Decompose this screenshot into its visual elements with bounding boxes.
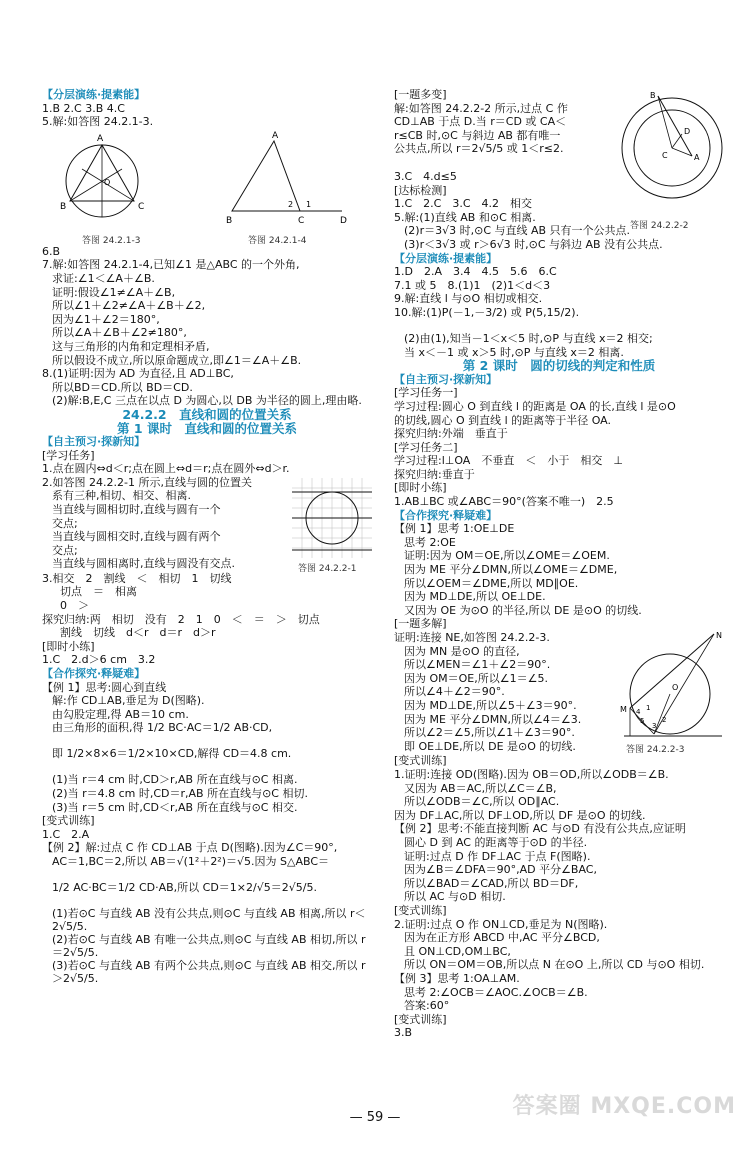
text-line: 3.B <box>394 1026 413 1040</box>
text-line: 10.解:(1)P(－1,－3/2) 或 P(5,15/2). <box>394 305 580 319</box>
text-line: 所以∠4＋∠2＝90°. <box>404 685 505 699</box>
text-line: (1)若⊙C 与直线 AB 没有公共点,则⊙C 与直线 AB 相离,所以 r＜2√5/5. <box>52 906 366 933</box>
text-line: 所以BD＝CD.所以 BD＝CD. <box>52 380 193 394</box>
f4-text <box>394 617 616 753</box>
text-line: (3)若⊙C 与直线 AB 有两个公共点,则⊙C 与直线 AB 相交,所以 r＞2√5/5. <box>52 958 366 985</box>
page-number: — 59 — <box>349 1110 401 1125</box>
text-line: 交点; <box>52 516 78 530</box>
text-line: 学习过程:圆心 O 到直线 l 的距离是 OA 的长,直线 l 是⊙O <box>394 399 676 413</box>
caption-24-2-1-3: 答图 24.2.1-3 <box>82 235 141 246</box>
text-line: AC＝1,BC＝2,所以 AB＝√(1²＋2²)＝√5.因为 S△ABC＝ <box>52 854 330 868</box>
text-line: [变式训练] <box>42 814 95 828</box>
svg-text:1: 1 <box>306 199 312 209</box>
text-line: 当直线与圆相离时,直线与圆没有交点. <box>52 557 235 571</box>
text-line: 所以∠1＋∠2≠∠A＋∠B＋∠2, <box>52 299 206 313</box>
text-line: 0 ＞ <box>60 599 89 613</box>
text-line: 因为 MD⊥DE,所以 OE⊥DE. <box>404 590 546 604</box>
concentric-circles-figure <box>620 88 730 216</box>
text-line: 又因为 AB＝AC,所以∠C＝∠B, <box>404 781 557 795</box>
text-line: 所以 ON＝OM＝OB,所以点 N 在⊙O 上,所以 CD 与⊙O 相切. <box>404 958 705 972</box>
text-line: 1.C 2.d＞6 cm 3.2 <box>42 653 156 667</box>
svg-text:1: 1 <box>646 704 651 712</box>
text-line: 1/2 AC·BC＝1/2 CD·AB,所以 CD＝1×2/√5＝2√5/5. <box>52 880 317 894</box>
text-line: [变式训练] <box>394 903 447 917</box>
text-line: 6.B <box>42 244 61 258</box>
text-line: 即 1/2×8×6＝1/2×10×CD,解得 CD＝4.8 cm. <box>52 747 292 761</box>
section-heading: 【自主预习·探新知】 <box>42 435 146 449</box>
text-line: 2.如答图 24.2.2-1 所示,直线与圆的位置关 <box>42 475 252 489</box>
text-line: 证明:假设∠1≠∠A＋∠B, <box>52 285 176 299</box>
svg-text:A: A <box>272 130 279 141</box>
text-line: 所以 AC 与⊙D 相切. <box>404 890 506 904</box>
text-line: [学习任务一] <box>394 386 458 400</box>
text-line: (2)由(1),知当－1＜x＜5 时,⊙P 与直线 x＝2 相交; <box>404 331 653 345</box>
svg-text:5: 5 <box>640 717 645 725</box>
figure-row-24-2-1 <box>42 129 372 245</box>
svg-text:D <box>626 739 632 740</box>
text-line: [即时小练] <box>42 639 95 653</box>
text-line: 因为 DF⊥AC,所以 DF⊥OD,所以 DF 是⊙O 的切线. <box>394 808 646 822</box>
left-column <box>42 88 372 985</box>
text-line: 1.D 2.A 3.4 4.5 5.6 6.C <box>394 265 557 279</box>
text-line: 9.解:直线 l 与⊙O 相切或相交. <box>394 292 543 306</box>
text-line: 3.相交 2 割线 ＜ 相切 1 切线 <box>42 571 232 585</box>
text-line: 当直线与圆相交时,直线与圆有两个 <box>52 530 221 544</box>
watermark <box>513 1096 736 1118</box>
text-line: (2)当 r＝4.8 cm 时,CD＝r,AB 所在直线与⊙C 相切. <box>52 787 308 800</box>
svg-text:B: B <box>60 201 67 212</box>
text-line: 所以∠ODB＝∠C,所以 OD∥AC. <box>404 795 560 809</box>
text-line: (3)当 r＝5 cm 时,CD＜r,AB 所在直线与⊙C 相交. <box>52 800 298 814</box>
text-line: 解:作 CD⊥AB,垂足为 D(图略). <box>52 694 205 708</box>
svg-text:M: M <box>620 705 627 714</box>
text-line: 所以∠OEM＝∠DME,所以 MD∥OE. <box>404 576 579 590</box>
text-line: 所以∠MEN＝∠1＋∠2＝90°. <box>404 658 551 672</box>
text-line: 【例 2】解:过点 C 作 CD⊥AB 于点 D(图略).因为∠C＝90°, <box>42 841 338 855</box>
text-line: 1.证明:连接 OD(图略).因为 OB＝OD,所以∠ODB＝∠B. <box>394 768 669 781</box>
section-heading: 【合作探究·释疑难】 <box>394 508 498 522</box>
text-line: 8.(1)证明:因为 AD 为直径,且 AD⊥BC, <box>42 367 234 381</box>
svg-text:A: A <box>694 153 700 162</box>
text-line: 解:如答图 24.2.2-2 所示,过点 C 作 <box>394 101 568 115</box>
text-line: 【例 2】思考:不能直接判断 AC 与⊙D 有没有公共点,应证明 <box>394 822 686 836</box>
svg-text:C: C <box>138 201 145 212</box>
text-line: 当直线与圆相切时,直线与圆有一个 <box>52 503 221 517</box>
text-line: 由勾股定理,得 AB＝10 cm. <box>52 707 189 721</box>
text-line: 1.C 2.C 3.C 4.2 相交 <box>394 197 533 211</box>
section-heading: 【合作探究·释疑难】 <box>42 667 146 681</box>
text-line: 1.B 2.C 3.B 4.C <box>42 101 125 115</box>
text-line: 因为 ME 平分∠DMN,所以∠OME＝∠DME, <box>404 563 618 577</box>
text-line: 思考 2:OE <box>404 535 456 549</box>
f2-text <box>42 476 287 571</box>
text-line: [即时小练] <box>394 481 447 495</box>
text-line: 探究归纳:垂直于 <box>394 467 475 481</box>
tangent-proof-figure <box>618 628 728 740</box>
grid-circle-figure <box>292 478 372 558</box>
svg-text:B: B <box>650 91 656 100</box>
text-line: 证明:连接 NE,如答图 24.2.2-3. <box>394 631 550 644</box>
svg-text:O: O <box>672 683 679 692</box>
section-heading: 【分层演练·提素能】 <box>394 251 498 265</box>
text-line: 因为 MD⊥DE,所以∠5＋∠3＝90°. <box>404 698 577 712</box>
text-line: 学习过程:l⊥OA 不垂直 ＜ 小于 相交 ⊥ <box>394 454 623 468</box>
text-line: 5.解:如答图 24.2.1-3. <box>42 115 154 129</box>
text-line: [变式训练] <box>394 754 447 768</box>
text-line: 7.1 或 5 8.(1)1 (2)1＜d＜3 <box>394 278 551 292</box>
text-line: 所以∠2＝∠5,所以∠1＋∠3＝90°. <box>404 726 575 740</box>
text-line: 且 ON⊥CD,OM⊥BC, <box>404 944 511 958</box>
svg-text:E <box>650 739 655 740</box>
text-line: CD⊥AB 于点 D.当 r＝CD 或 CA＜ <box>394 115 567 129</box>
svg-text:C: C <box>662 151 668 160</box>
text-line: (2)解:B,E,C 三点在以点 D 为圆心,以 DB 为半径的圆上,理由略. <box>52 394 362 408</box>
text-line: (3)r＜3√3 或 r＞6√3 时,⊙C 与斜边 AB 没有公共点. <box>404 237 663 251</box>
svg-text:2: 2 <box>288 199 294 209</box>
text-line: 1.C 2.A <box>42 827 90 841</box>
caption-24-2-2-3: 答图 24.2.2-3 <box>626 745 685 755</box>
text-line: 交点; <box>52 543 78 557</box>
text-line: 当 x＜－1 或 x＞5 时,⊙P 与直线 x＝2 相离. <box>404 345 624 359</box>
text-line: 因为 MN 是⊙O 的直径, <box>404 644 520 658</box>
svg-text:D: D <box>684 127 691 136</box>
text-line: 圆心 D 到 AC 的距离等于⊙D 的半径. <box>404 835 588 849</box>
text-line: 又因为 OE 为⊙O 的半径,所以 DE 是⊙O 的切线. <box>404 603 642 617</box>
text-line: 所以假设不成立,所以原命题成立,即∠1＝∠A＋∠B. <box>52 353 302 367</box>
svg-text:3: 3 <box>652 722 657 730</box>
text-line: 5.解:(1)直线 AB 和⊙C 相离. <box>394 210 536 224</box>
text-line: [学习任务二] <box>394 440 458 454</box>
text-line: 探究归纳:外端 垂直于 <box>394 427 508 441</box>
text-line: [一题多解] <box>394 617 447 631</box>
text-line: 因为∠B＝∠DFA＝90°,AD 平分∠BAC, <box>404 863 597 877</box>
section-heading: 【分层演练·提素能】 <box>42 88 146 101</box>
f3-text <box>394 88 622 156</box>
svg-text:N: N <box>716 631 722 640</box>
text-line: 1.AB⊥BC 或∠ABC＝90°(答案不唯一) 2.5 <box>394 495 614 509</box>
text-line: 因为 ME 平分∠DMN,所以∠4＝∠3. <box>404 712 582 726</box>
svg-text:D: D <box>340 215 347 226</box>
text-line: 因为∠1＋∠2＝180°, <box>52 312 160 326</box>
text-line: [达标检测] <box>394 183 447 197</box>
text-line: 【例 1】思考:圆心到直线 <box>42 680 167 694</box>
text-line: 割线 切线 d＜r d＝r d＞r <box>60 626 216 640</box>
position-relation-block <box>42 476 372 572</box>
text-line: [学习任务] <box>42 448 95 462</box>
text-line: 公共点,所以 r＝2√5/5 或 1＜r≤2. <box>394 142 564 156</box>
caption-24-2-1-4: 答图 24.2.1-4 <box>248 235 307 246</box>
caption-24-2-2-1: 答图 24.2.2-1 <box>298 563 357 574</box>
text-line: 2.证明:过点 O 作 ON⊥CD,垂足为 N(图略). <box>394 917 608 931</box>
text-line: 证明:因为 OM＝OE,所以∠OME＝∠OEM. <box>404 549 610 563</box>
text-line: 证明:过点 D 作 DF⊥AC 于点 F(图略). <box>404 849 591 863</box>
text-line: 【例 3】思考 1:OA⊥AM. <box>394 971 520 985</box>
text-line: 探究归纳:两 相切 没有 2 1 0 ＜ ＝ ＞ 切点 <box>42 612 320 626</box>
text-line: 因为在正方形 ABCD 中,AC 平分∠BCD, <box>404 931 600 945</box>
text-line: (2)若⊙C 与直线 AB 有唯一公共点,则⊙C 与直线 AB 相切,所以 r＝2√5/5. <box>52 932 366 959</box>
text-line: r≤CB 时,⊙C 与斜边 AB 都有唯一 <box>394 128 561 142</box>
text-line: 答案:60° <box>404 999 450 1013</box>
watermark-text: 答案圈 MXQE.COM <box>512 1094 736 1119</box>
text-line: 7.解:如答图 24.2.1-4,已知∠1 是△ABC 的一个外角, <box>42 258 300 272</box>
text-line: 由三角形的面积,得 1/2 BC·AC＝1/2 AB·CD, <box>52 721 273 735</box>
text-line: 切点 ＝ 相离 <box>60 585 137 599</box>
section-heading: 【自主预习·探新知】 <box>394 372 498 386</box>
text-line: 这与三角形的内角和定理相矛盾, <box>52 339 210 353</box>
text-line: 所以∠A＋∠B＋∠2≠180°, <box>52 326 187 340</box>
svg-text:B: B <box>226 215 233 226</box>
text-line: 因为 OM＝OE,所以∠1＝∠5. <box>404 671 548 685</box>
svg-text:O: O <box>104 177 111 187</box>
text-line: 求证:∠1＜∠A＋∠B. <box>52 271 155 285</box>
lesson-title: 第 1 课时 直线和圆的位置关系 <box>117 421 297 436</box>
svg-text:A: A <box>97 133 104 144</box>
text-line: [变式训练] <box>394 1012 447 1026</box>
text-line: 所以∠BAD＝∠CAD,所以 BD＝DF, <box>404 876 579 890</box>
text-line: 1.点在圆内⇔d＜r;点在圆上⇔d＝r;点在圆外⇔d＞r. <box>42 462 290 476</box>
text-line: 3.C 4.d≤5 <box>394 170 457 183</box>
lesson-title: 第 2 课时 圆的切线的判定和性质 <box>462 359 656 373</box>
text-line: (1)当 r＝4 cm 时,CD＞r,AB 所在直线与⊙C 相离. <box>52 773 298 787</box>
text-line: 【例 1】思考 1:OE⊥DE <box>394 522 515 536</box>
text-line: 系有三种,相切、相交、相离. <box>52 489 191 503</box>
text-line: [一题多变] <box>394 88 447 101</box>
svg-text:C: C <box>298 215 305 226</box>
svg-text:2: 2 <box>662 716 667 724</box>
text-line: 思考 2:∠OCB＝∠AOC.∠OCB＝∠B. <box>404 985 588 999</box>
svg-text:4: 4 <box>636 708 641 716</box>
caption-24-2-2-2: 答图 24.2.2-2 <box>630 221 689 231</box>
text-line: 的切线,圆心 O 到直线 l 的距离等于半径 OA. <box>394 413 611 427</box>
text-line: 即 OE⊥DE,所以 DE 是⊙O 的切线. <box>404 739 576 753</box>
lesson-title: 24.2.2 直线和圆的位置关系 <box>122 407 292 422</box>
text-line: (2)r＝3√3 时,⊙C 与直线 AB 只有一个公共点. <box>404 224 631 238</box>
exterior-angle-figure <box>42 129 372 229</box>
